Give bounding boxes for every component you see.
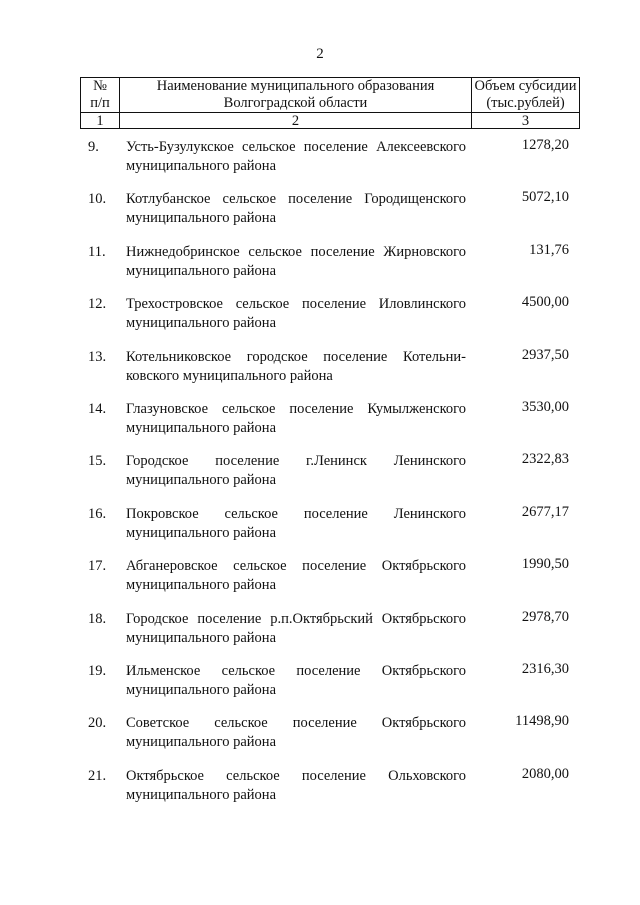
table-row <box>0 239 640 291</box>
row-name <box>126 714 466 752</box>
table-row <box>0 553 640 605</box>
row-name-line2: муниципального района <box>126 681 276 698</box>
index-col2: 2 <box>120 113 472 129</box>
row-number: 16. <box>88 505 107 522</box>
row-name-line2: муниципального района <box>126 158 276 174</box>
header-num-line1: № <box>93 78 107 94</box>
row-name <box>126 662 466 700</box>
row-amount: 2080,00 <box>521 765 569 782</box>
row-number: 18. <box>88 610 107 627</box>
row-number: 10. <box>88 191 107 208</box>
table-row <box>0 658 640 710</box>
table-row <box>0 606 640 658</box>
row-name <box>126 243 466 281</box>
row-number: 19. <box>88 662 107 679</box>
row-name <box>126 295 466 333</box>
row-name <box>126 190 466 228</box>
row-amount: 2677,17 <box>521 503 569 520</box>
row-amount: 1278,20 <box>521 137 569 153</box>
row-number: 15. <box>88 453 107 470</box>
header-amount-line1: Объем субсидии <box>474 78 577 94</box>
row-name-line1: Абганеровское сельское поселение Октябрьского <box>126 558 466 575</box>
row-name-line1: Усть-Бузулукское сельское поселение Алексеевского <box>126 139 466 155</box>
row-name-line2: ковского муниципального района <box>126 367 333 384</box>
row-amount: 4500,00 <box>521 294 569 311</box>
row-name-line1: Октябрьское сельское поселение Ольховского <box>126 767 466 784</box>
row-name <box>126 138 466 176</box>
row-name-line1: Нижнедобринское сельское поселение Жирновского <box>126 243 466 260</box>
header-amount-line2: (тыс.рублей) <box>486 95 565 111</box>
row-amount: 1990,50 <box>521 556 569 573</box>
header-num-cell <box>81 78 120 113</box>
row-number: 12. <box>88 296 107 313</box>
row-number: 17. <box>88 558 107 575</box>
row-name-line1: Советское сельское поселение Октябрьского <box>126 715 466 732</box>
page-number: 2 <box>316 46 324 62</box>
row-name-line1: Городское поселение р.п.Октябрьский Октябрьского <box>126 610 466 627</box>
table-row <box>0 763 640 815</box>
row-name <box>126 557 466 595</box>
row-amount: 3530,00 <box>521 398 569 415</box>
row-name <box>126 400 466 438</box>
header-num-line2: п/п <box>90 95 110 111</box>
row-name <box>126 767 466 805</box>
row-number: 13. <box>88 348 107 365</box>
row-name-line2: муниципального района <box>126 786 276 803</box>
header-row <box>81 78 580 113</box>
row-name-line2: муниципального района <box>126 472 276 489</box>
row-name-line2: муниципального района <box>126 734 276 751</box>
row-name <box>126 348 466 386</box>
header-name-line2: Волгоградской области <box>223 95 368 111</box>
table-header <box>80 77 580 129</box>
row-name-line1: Ильменское сельское поселение Октябрьского <box>126 662 466 679</box>
row-name-line1: Городское поселение г.Ленинск Ленинского <box>126 453 466 470</box>
table-row <box>0 448 640 500</box>
index-col3: 3 <box>472 113 580 129</box>
table-row <box>0 501 640 553</box>
header-name-cell <box>120 78 472 113</box>
row-amount: 11498,90 <box>515 713 569 730</box>
index-row <box>81 113 580 129</box>
row-amount: 2316,30 <box>521 660 569 677</box>
table-row <box>0 344 640 396</box>
row-name-line1: Трехостровское сельское поселение Иловлинского <box>126 296 466 313</box>
table-row <box>0 186 640 238</box>
row-name-line1: Покровское сельское поселение Ленинского <box>126 505 466 522</box>
header-amount-cell <box>472 78 580 113</box>
table-row <box>0 134 640 186</box>
row-name-line1: Котлубанское сельское поселение Городищенского <box>126 191 466 208</box>
index-col1: 1 <box>81 113 120 129</box>
row-name-line2: муниципального района <box>126 524 276 541</box>
row-name-line1: Котельниковское городское поселение Котельни- <box>126 348 466 365</box>
row-number: 14. <box>88 400 107 417</box>
row-name-line2: муниципального района <box>126 262 276 279</box>
row-amount: 2978,70 <box>521 608 569 625</box>
row-name <box>126 452 466 490</box>
row-amount: 2322,83 <box>521 451 569 468</box>
row-name-line2: муниципального района <box>126 629 276 646</box>
row-amount: 5072,10 <box>521 189 569 206</box>
table-row <box>0 396 640 448</box>
row-name-line2: муниципального района <box>126 419 276 436</box>
row-number: 21. <box>88 767 107 784</box>
row-number: 20. <box>88 715 107 732</box>
row-name-line2: муниципального района <box>126 577 276 594</box>
table-row <box>0 291 640 343</box>
row-name-line2: муниципального района <box>126 210 276 227</box>
row-number: 9. <box>88 139 99 155</box>
row-name-line1: Глазуновское сельское поселение Кумылженского <box>126 400 466 417</box>
header-name-line1: Наименование муниципального образования <box>156 78 435 94</box>
row-name <box>126 610 466 648</box>
row-number: 11. <box>88 243 106 260</box>
row-name <box>126 505 466 543</box>
table-row <box>0 710 640 762</box>
table-body <box>0 134 640 815</box>
row-amount: 131,76 <box>529 241 569 258</box>
row-name-line2: муниципального района <box>126 315 276 332</box>
row-amount: 2937,50 <box>521 346 569 363</box>
